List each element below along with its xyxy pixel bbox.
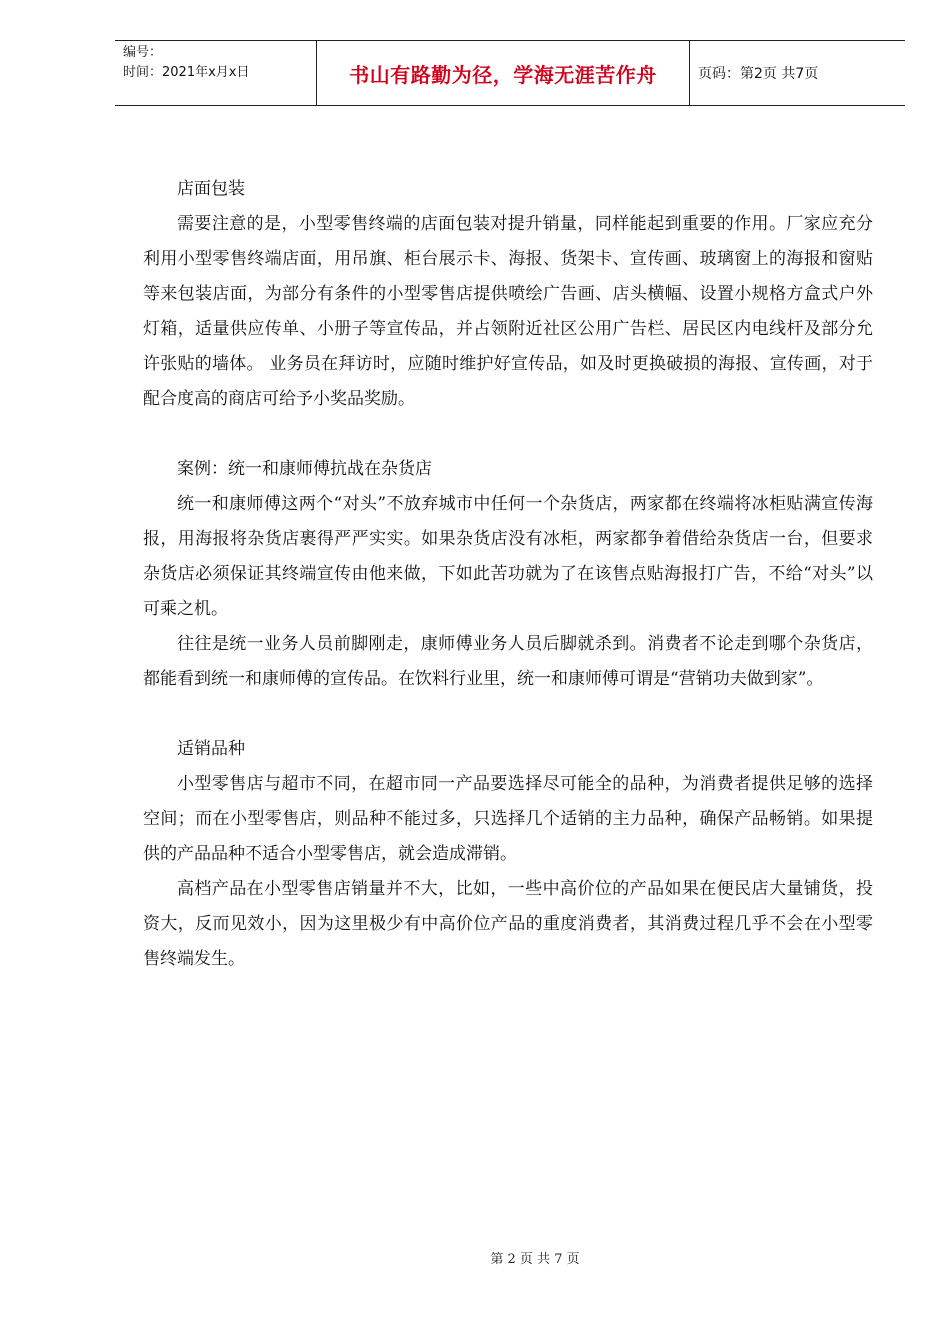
section-heading: 店面包装 (177, 179, 245, 199)
page-footer: 第 2 页 共 7 页 (490, 1252, 580, 1267)
section-spacer (143, 697, 873, 732)
document-number-label: 编号： (123, 45, 163, 60)
header-meta (115, 41, 316, 105)
header-motto: 书山有路勤为径，学海无涯苦作舟 (316, 41, 690, 105)
paragraph: 小型零售店与超市不同，在超市同一产品要选择尽可能全的品种，为消费者提供足够的选择空间；而在小型零售店，则品种不能过多，只选择几个适销的主力品种，确保产品畅销。如果提供的产品品种不适合小型零售店，就会造成滞销。 (143, 774, 873, 864)
paragraph: 统一和康师傅这两个“对头”不放弃城市中任何一个杂货店，两家都在终端将冰柜贴满宣传海报，用海报将杂货店裹得严严实实。如果杂货店没有冰柜，两家都争着借给杂货店一台，但要求杂货店必须保证其终端宣传由他来做，下如此苦功就为了在该售点贴海报打广告，不给“对头”以可乘之机。 (143, 494, 873, 619)
document-body (143, 172, 873, 977)
section-heading: 案例：统一和康师傅抗战在杂货店 (177, 459, 432, 479)
page-header (115, 40, 905, 106)
document-time-label: 时间：2021年x月x日 (123, 65, 250, 80)
paragraph: 高档产品在小型零售店销量并不大，比如，一些中高价位的产品如果在便民店大量铺货，投资大，反而见效小，因为这里极少有中高价位产品的重度消费者，其消费过程几乎不会在小型零售终端发生。 (143, 879, 873, 969)
header-page-number: 页码：第2页 共7页 (698, 66, 819, 82)
paragraph: 需要注意的是，小型零售终端的店面包装对提升销量，同样能起到重要的作用。厂家应充分利用小型零售终端店面，用吊旗、柜台展示卡、海报、货架卡、宣传画、玻璃窗上的海报和窗贴等来包装店面，为部分有条件的小型零售店提供喷绘广告画、店头横幅、设置小规格方盒式户外灯箱，适量供应传单、小册子等宣传品，并占领附近社区公用广告栏、居民区内电线杆及部分允许张贴的墙体。 业务员在拜访时，应随时维护好宣传品，如及时更换破损的海报、宣传画，对于配合度高的商店可给予小奖品奖励。 (143, 214, 873, 409)
paragraph: 往往是统一业务人员前脚刚走，康师傅业务人员后脚就杀到。消费者不论走到哪个杂货店，都能看到统一和康师傅的宣传品。在饮料行业里，统一和康师傅可谓是“营销功夫做到家”。 (143, 634, 873, 689)
section-heading: 适销品种 (177, 739, 245, 759)
section-spacer (143, 417, 873, 452)
